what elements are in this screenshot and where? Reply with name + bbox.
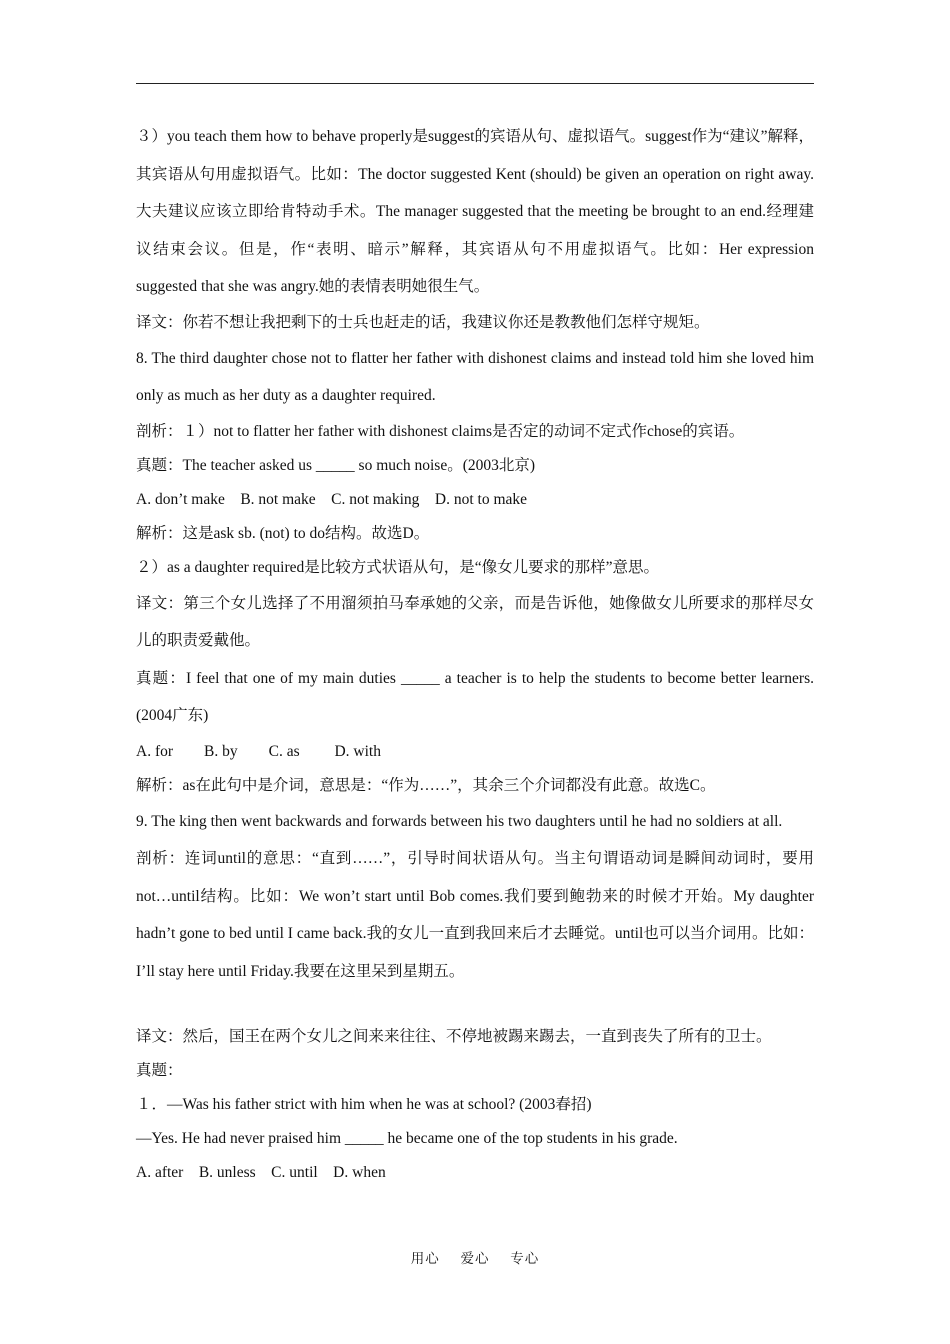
paragraph-sentence-9: 9. The king then went backwards and forwards between his two daughters until he had no soldiers at all.: [136, 812, 783, 830]
paragraph-spacer: [136, 990, 814, 1020]
paragraph-translation-1: 译文：你若不想让我把剩下的士兵也赶走的话，我建议你还是教教他们怎样守规矩。: [136, 313, 710, 331]
paragraph-answer-1: 解析：这是ask sb. (not) to do结构。故选D。: [136, 524, 430, 542]
paragraph-exam-question-2: 真题：I feel that one of my main duties _____ a teacher is to help the students to become better learners. (2004广东): [136, 669, 814, 724]
paragraph-exam-question-1: 真题：The teacher asked us _____ so much noise。(2003北京): [136, 456, 536, 474]
page-footer: 用心 爱心 专心: [410, 1251, 540, 1266]
paragraph-exam-heading: 真题：: [136, 1062, 183, 1079]
paragraph-analysis-until: 剖析：连词until的意思：“直到……”，引导时间状语从句。当主句谓语动词是瞬间动词时，要用not…until结构。比如：We won’t start until Bob comes.我们要到鲍勃来的时候才开始。My daughter hadn’t gone to bed until I came back.我的女儿一直到我回来后才去睡觉。until也可以当介词用。比如：I’ll stay here until Friday.我要在这里呆到星期五。: [136, 850, 814, 980]
paragraph-options-1: A. don’t make B. not make C. not making D. not to make: [136, 490, 528, 508]
paragraph-translation-9: 译文：然后，国王在两个女儿之间来来往往、不停地被踢来踢去，一直到丧失了所有的卫士。: [136, 1028, 772, 1045]
paragraph-exam-question-3b: —Yes. He had never praised him _____ he became one of the top students in his grade.: [136, 1130, 678, 1147]
paragraph-sentence-8: 8. The third daughter chose not to flatter her father with dishonest claims and instead told him she loved him only as much as her duty as a daughter required.: [136, 349, 814, 404]
paragraph-options-3: A. after B. unless C. until D. when: [136, 1164, 386, 1181]
paragraph-answer-2: 解析：as在此句中是介词，意思是：“作为……”，其余三个介词都没有此意。故选C。: [136, 776, 716, 794]
document-body: [136, 118, 814, 1190]
paragraph-analysis-8-2: ２）as a daughter required是比较方式状语从句，是“像女儿要求的那样”意思。: [136, 558, 660, 576]
paragraph-analysis-8-1: 剖析：１）not to flatter her father with dishonest claims是否定的动词不定式作chose的宾语。: [136, 422, 745, 440]
paragraph-translation-8: 译文：第三个女儿选择了不用溜须拍马奉承她的父亲，而是告诉他，她像做女儿所要求的那样尽女儿的职责爱戴他。: [136, 594, 814, 649]
header-rule: [136, 83, 814, 84]
paragraph-options-2: A. for B. by C. as D. with: [136, 742, 381, 760]
paragraph-suggest-explanation: ３）you teach them how to behave properly是suggest的宾语从句、虚拟语气。suggest作为“建议”解释，其宾语从句用虚拟语气。比如：The doctor suggested Kent (should) be given an operation on right away.大夫建议应该立即给肯特动手术。The manager suggested that the meeting be brought to an end.经理建议结束会议。但是，作“表明、暗示”解释，其宾语从句不用虚拟语气。比如：Her expression suggested that she was angry.她的表情表明她很生气。: [136, 128, 814, 295]
paragraph-exam-question-3a: １．—Was his father strict with him when he was at school? (2003春招): [136, 1096, 592, 1113]
